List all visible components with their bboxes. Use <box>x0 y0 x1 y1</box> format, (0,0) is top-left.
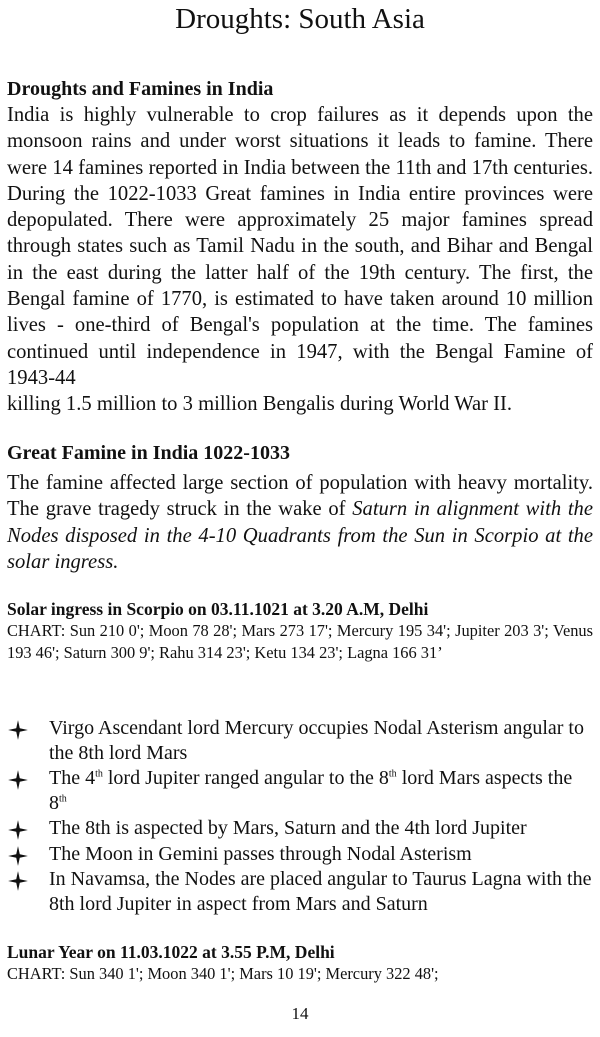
list-item-text: In Navamsa, the Nodes are placed angular to Taurus Lagna with the 8th lord Jupiter in aspect from Mars and Saturn <box>49 868 592 915</box>
section-heading: Droughts and Famines in India <box>7 78 274 100</box>
list-item-text: The Moon in Gemini passes through Nodal Asterism <box>49 842 472 865</box>
body-text: India is highly vulnerable to crop failures as it depends upon the monsoon rains and under worst situations it leads to famine. There were 14 famines reported in India between the 11th and 17th centuries. During the 1022-1033 Great famines in India entire provinces were depopulated. There were approximately 25 major famines spread through states such as Tamil Nadu in the south, and Bihar and Bengal in the east during the latter half of the 19th century. The first, the Bengal famine of 1770, is estimated to have taken around 10 million lives - one-third of Bengal's population at the time. The famines continued until independence in 1947, with the Bengal Famine of 1943-44 <box>7 104 593 389</box>
text-part: The 4 <box>49 767 96 789</box>
list-item <box>7 867 593 916</box>
list-item <box>7 816 593 841</box>
list-item <box>7 766 593 815</box>
page-title: Droughts: South Asia <box>175 3 425 35</box>
list-item-text: Virgo Ascendant lord Mercury occupies Nodal Asterism angular to the 8th lord Mars <box>49 717 584 764</box>
section-droughts-famines <box>7 76 593 418</box>
chart-details: CHART: Sun 210 0'; Moon 78 28'; Mars 273 17'; Mercury 195 34'; Jupiter 203 3'; Venus 193 46'; Saturn 300 9'; Rahu 314 23'; Ketu 134 23'; Lagna 166 31’ <box>7 621 593 662</box>
body-text: The famine affected large section of population with heavy mortality. The grave tragedy struck in the wake of <box>7 472 593 521</box>
four-pointed-star-icon <box>7 769 29 791</box>
section-heading: Great Famine in India 1022-1033 <box>7 442 290 464</box>
four-pointed-star-icon <box>7 845 29 867</box>
section-body <box>7 470 593 575</box>
page-number: 14 <box>291 1004 309 1023</box>
text-part: lord Mars aspects the 8 <box>49 767 573 814</box>
superscript: th <box>95 768 103 780</box>
section-great-famine <box>7 440 593 575</box>
superscript: th <box>388 768 397 780</box>
body-text-last-line: killing 1.5 million to 3 million Bengalis during World War II. <box>7 393 513 416</box>
list-item-text <box>49 767 572 814</box>
section-body <box>7 102 593 418</box>
bullet-list <box>7 716 593 917</box>
list-item-text: The 8th is aspected by Mars, Saturn and the 4th lord Jupiter <box>49 817 527 839</box>
chart-details: CHART: Sun 340 1'; Moon 340 1'; Mars 10 19'; Mercury 322 48'; <box>7 964 439 983</box>
four-pointed-star-icon <box>7 819 29 841</box>
text-part: lord Jupiter ranged angular to the 8 <box>102 767 389 789</box>
superscript: th <box>59 792 67 804</box>
body-text-italic: Saturn in alignment with the Nodes disposed in the 4-10 Quadrants from the Sun in Scorpio at the solar ingress. <box>7 498 593 573</box>
section-heading: Solar ingress in Scorpio on 03.11.1021 at 3.20 A.M, Delhi <box>7 599 429 619</box>
four-pointed-star-icon <box>7 870 29 892</box>
four-pointed-star-icon <box>7 719 29 741</box>
list-item <box>7 716 593 765</box>
section-heading: Lunar Year on 11.03.1022 at 3.55 P.M, Delhi <box>7 942 335 962</box>
list-item <box>7 842 593 867</box>
section-lunar-year <box>7 941 593 985</box>
section-solar-ingress <box>7 598 593 663</box>
